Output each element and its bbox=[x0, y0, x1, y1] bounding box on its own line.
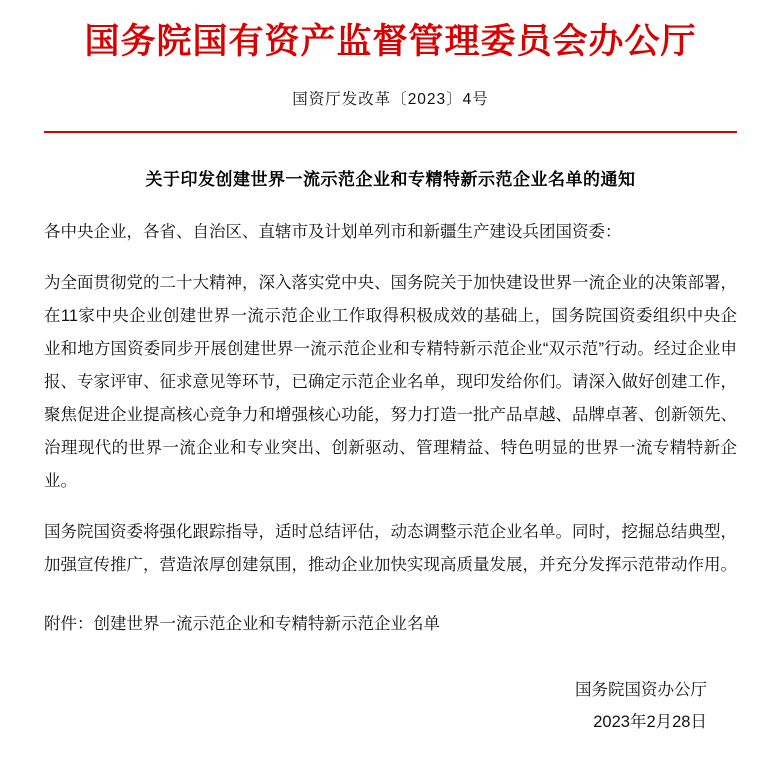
attachment-line: 附件：创建世界一流示范企业和专精特新示范企业名单 bbox=[44, 615, 440, 634]
red-divider-rule bbox=[44, 131, 737, 133]
body-paragraph-2: 国务院国资委将强化跟踪指导，适时总结评估，动态调整示范企业名单。同时，挖掘总结典型，加强宣传推广，营造浓厚创建氛围，推动企业加快实现高质量发展，并充分发挥示范带动作用。 bbox=[44, 523, 737, 575]
issuing-authority-title: 国务院国有资产监督管理委员会办公厅 bbox=[84, 22, 697, 61]
document-header bbox=[44, 0, 737, 109]
signature-organization: 国务院国资办公厅 bbox=[575, 681, 707, 700]
signature-date: 2023年2月28日 bbox=[593, 712, 707, 731]
document-number: 国资厅发改革〔2023〕4号 bbox=[292, 91, 489, 109]
body-paragraph-1: 为全面贯彻党的二十大精神，深入落实党中央、国务院关于加快建设世界一流企业的决策部署，在11家中央企业创建世界一流示范企业工作取得积极成效的基础上，国务院国资委组织中央企业和地方国资委同步开展创建世界一流示范企业和专精特新示范企业“双示范”行动。经过企业申报、专家评审、征求意见等环节，已确定示范企业名单，现印发给你们。请深入做好创建工作，聚焦促进企业提高核心竞争力和增强核心功能，努力打造一批产品卓越、品牌卓著、创新领先、治理现代的世界一流企业和专业突出、创新驱动、管理精益、特色明显的世界一流专精特新企业。 bbox=[44, 274, 737, 491]
salutation-line: 各中央企业，各省、自治区、直辖市及计划单列市和新疆生产建设兵团国资委： bbox=[44, 223, 622, 242]
document-subject-title: 关于印发创建世界一流示范企业和专精特新示范企业名单的通知 bbox=[145, 170, 636, 190]
signature-block bbox=[44, 675, 737, 738]
